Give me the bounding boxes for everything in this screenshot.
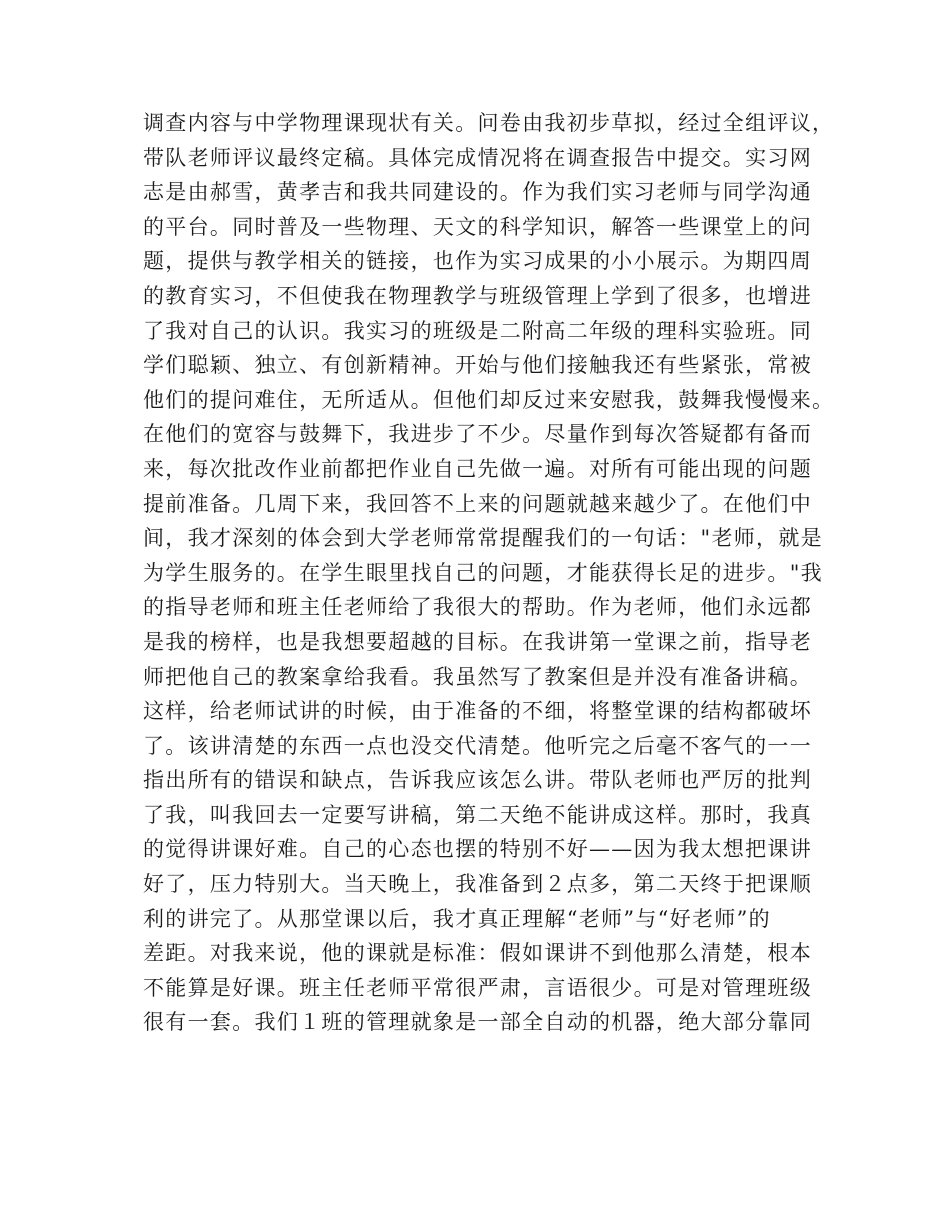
text-line: 来，每次批改作业前都把作业自己先做一遍。对所有可能出现的问题	[143, 456, 812, 481]
text-line: 带队老师评议最终定稿。具体完成情况将在调查报告中提交。实习网	[143, 145, 812, 170]
text-line: 调查内容与中学物理课现状有关。问卷由我初步草拟，经过全组评议，	[143, 111, 835, 135]
text-line: 间，我才深刻的体会到大学老师常常提醒我们的一句话："老师，就是	[143, 526, 823, 551]
text-line: 的平台。同时普及一些物理、天文的科学知识，解答一些课堂上的问	[143, 214, 812, 239]
text-line: 他们的提问难住，无所适从。但他们却反过来安慰我，鼓舞我慢慢来。	[143, 387, 835, 412]
text-line: 了我，叫我回去一定要写讲稿，第二天绝不能讲成这样。那时，我真	[143, 802, 812, 827]
text-line: 在他们的宽容与鼓舞下，我进步了不少。尽量作到每次答疑都有备而	[143, 422, 812, 447]
text-line: 很有一套。我们１班的管理就象是一部全自动的机器，绝大部分靠同	[143, 1010, 812, 1035]
text-line: 的觉得讲课好难。自己的心态也摆的特别不好——因为我太想把课讲	[143, 837, 812, 862]
text-line: 了我对自己的认识。我实习的班级是二附高二年级的理科实验班。同	[143, 318, 812, 343]
text-line: 指出所有的错误和缺点，告诉我应该怎么讲。带队老师也严厉的批判	[143, 768, 812, 793]
text-line: 不能算是好课。班主任老师平常很严肃，言语很少。可是对管理班级	[143, 975, 812, 1000]
text-line: 这样，给老师试讲的时候，由于准备的不细，将整堂课的结构都破坏	[143, 699, 812, 724]
text-line: 的教育实习，不但使我在物理教学与班级管理上学到了很多，也增进	[143, 283, 812, 308]
text-line: 提前准备。几周下来，我回答不上来的问题就越来越少了。在他们中	[143, 491, 812, 516]
text-line: 差距。对我来说，他的课就是标准：假如课讲不到他那么清楚，根本	[143, 941, 812, 966]
text-line: 是我的榜样，也是我想要超越的目标。在我讲第一堂课之前，指导老	[143, 629, 812, 654]
text-line: 了。该讲清楚的东西一点也没交代清楚。他听完之后毫不客气的一一	[143, 733, 812, 758]
text-line: 为学生服务的。在学生眼里找自己的问题，才能获得长足的进步。"我	[143, 560, 823, 585]
text-line: 利的讲完了。从那堂课以后，我才真正理解“老师”与“好老师”的	[143, 906, 771, 931]
text-line: 题，提供与教学相关的链接，也作为实习成果的小小展示。为期四周	[143, 249, 812, 274]
text-line: 志是由郝雪，黄孝吉和我共同建设的。作为我们实习老师与同学沟通	[143, 180, 812, 205]
body-text	[143, 106, 835, 1040]
text-line: 的指导老师和班主任老师给了我很大的帮助。作为老师，他们永远都	[143, 595, 812, 620]
text-line: 学们聪颖、独立、有创新精神。开始与他们接触我还有些紧张，常被	[143, 353, 812, 378]
text-line: 好了，压力特别大。当天晚上，我准备到２点多，第二天终于把课顺	[143, 872, 812, 897]
text-line: 师把他自己的教案拿给我看。我虽然写了教案但是并没有准备讲稿。	[143, 664, 812, 689]
